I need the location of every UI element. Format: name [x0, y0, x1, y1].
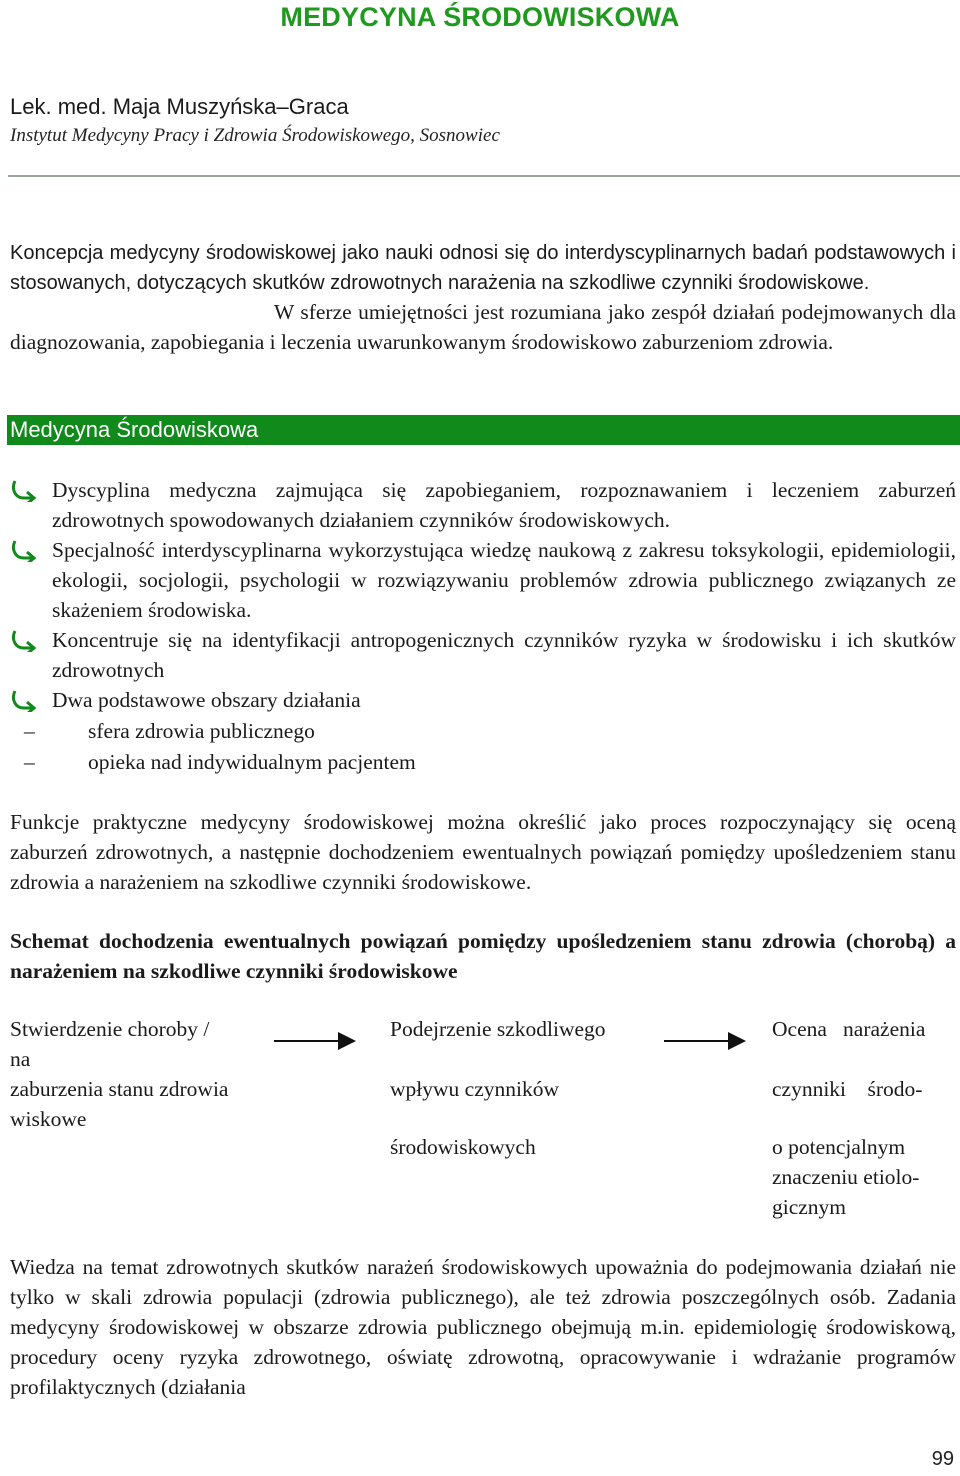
schema-text: czynniki środo-: [772, 1077, 923, 1101]
schema-text: Ocena narażenia: [772, 1017, 926, 1041]
bullet-item: [10, 475, 956, 535]
curved-arrow-icon: [10, 628, 38, 652]
author-affiliation: Instytut Medycyny Pracy i Zdrowia Środowiskowego, Sosnowiec: [10, 125, 500, 146]
schema-text: Podejrzenie szkodliwego: [390, 1017, 606, 1041]
right-arrow-icon: [664, 1030, 748, 1052]
intro-paragraph-1: Koncepcja medycyny środowiskowej jako nauki odnosi się do interdyscyplinarnych badań podstawowych i stosowanych, dotyczących skutków zdrowotnych narażenia na szkodliwe czynniki środowiskowe.: [10, 242, 956, 294]
schema-text: środowiskowych: [390, 1135, 536, 1159]
header-divider: [8, 175, 960, 177]
schema-column-1: [10, 1014, 280, 1134]
schema-text: Stwierdzenie choroby /: [10, 1017, 210, 1041]
curved-arrow-icon: [10, 688, 38, 712]
dash-bullet: –: [24, 750, 35, 774]
schema-text: zaburzenia stanu zdrowia: [10, 1077, 229, 1101]
bullet-item: [10, 685, 956, 715]
schema-text: na: [10, 1047, 31, 1071]
schema-text: gicznym: [772, 1195, 847, 1219]
bullet-text: Koncentruje się na identyfikacji antropogenicznych czynników ryzyka w środowisku i ich skutków zdrowotnych: [52, 628, 956, 682]
section-heading: Medycyna Środowiskowa: [10, 417, 259, 442]
closing-paragraph: Wiedza na temat zdrowotnych skutków narażeń środowiskowych upoważnia do podejmowania działań nie tylko w skali zdrowia populacji (zdrowia publicznego), ale też zdrowia poszczególnych osób. Zadania medycyny środowiskowej w obszarze zdrowia publicznego obejmują m.in. epidemiologię środowiskową, procedury oceny ryzyka zdrowotnego, oświatę zdrowotną, opracowywanie i wdrażanie programów profilaktycznych (działania: [10, 1255, 956, 1399]
right-arrow-icon: [274, 1030, 358, 1052]
curved-arrow-icon: [10, 538, 38, 562]
sub-list-text: sfera zdrowia publicznego: [88, 719, 315, 743]
bullet-text: Dyscyplina medyczna zajmująca się zapobieganiem, rozpoznawaniem i leczeniem zaburzeń zdrowotnych spowodowanych działaniem czynników środowiskowych.: [52, 478, 956, 532]
bullet-item: [10, 625, 956, 685]
curved-arrow-icon: [10, 478, 38, 502]
schema-text: wpływu czynników: [390, 1077, 559, 1101]
bullet-item: [10, 535, 956, 625]
schema-heading: Schemat dochodzenia ewentualnych powiązań pomiędzy upośledzeniem stanu zdrowia (chorobą) a narażeniem na szkodliwe czynniki środowiskowe: [10, 929, 956, 983]
bullet-text: Dwa podstawowe obszary działania: [52, 688, 361, 712]
schema-column-3: [772, 1014, 958, 1224]
schema-column-2: [390, 1014, 670, 1164]
schema-text: wiskowe: [10, 1107, 87, 1131]
dash-bullet: –: [24, 719, 35, 743]
bullet-text: Specjalność interdyscyplinarna wykorzystująca wiedzę naukową z zakresu toksykologii, epidemiologii, ekologii, socjologii, psychologii w rozwiązywaniu problemów zdrowia publicznego związanych ze skażeniem środowiska.: [52, 538, 956, 622]
schema-text: o potencjalnym: [772, 1135, 906, 1159]
section-heading-bar: [7, 415, 960, 445]
schema-text: znaczeniu etiolo-: [772, 1165, 920, 1189]
page-number: 99: [931, 1448, 954, 1470]
page-title: MEDYCYNA ŚRODOWISKOWA: [280, 2, 680, 32]
sub-list-text: opieka nad indywidualnym pacjentem: [88, 750, 416, 774]
intro-paragraph-2: W sferze umiejętności jest rozumiana jako zespół działań podejmowanych dla diagnozowania, zapobiegania i leczenia uwarunkowanym środowiskowo zaburzeniom zdrowia.: [10, 300, 956, 354]
functions-paragraph: Funkcje praktyczne medycyny środowiskowej można określić jako proces rozpoczynający się oceną zaburzeń zdrowotnych, a następnie dochodzeniem ewentualnych powiązań pomiędzy upośledzeniem stanu zdrowia a narażeniem na szkodliwe czynniki środowiskowe.: [10, 810, 956, 894]
author-name: Lek. med. Maja Muszyńska–Graca: [10, 94, 349, 119]
